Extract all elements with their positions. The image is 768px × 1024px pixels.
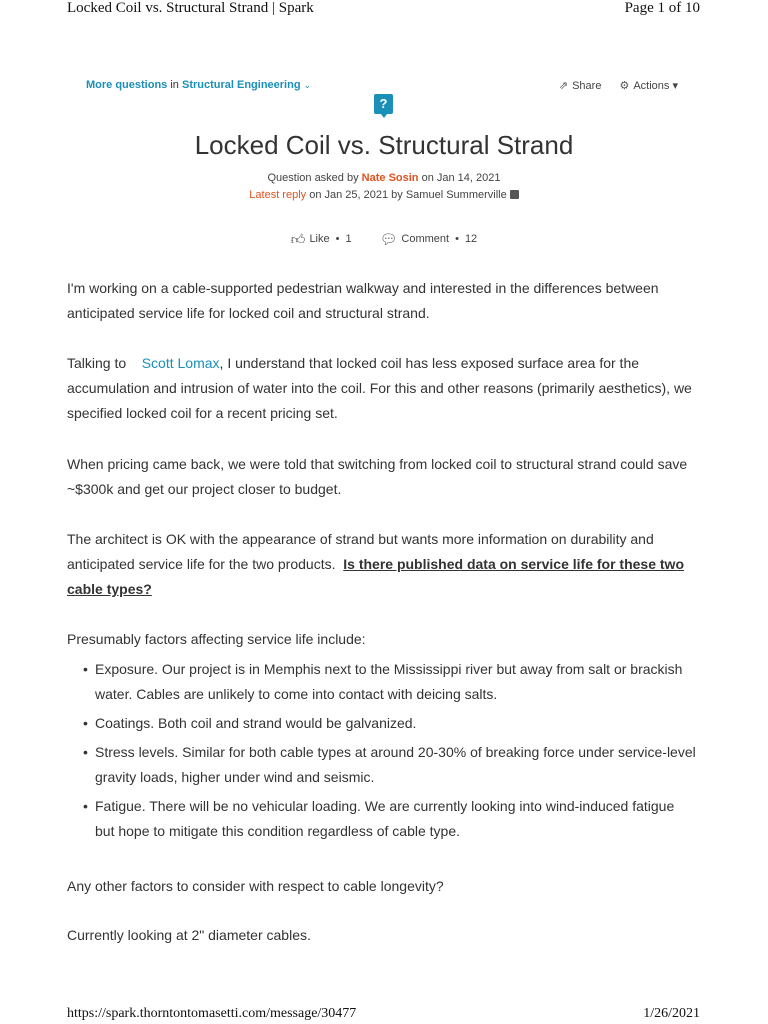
post-actions xyxy=(0,231,768,248)
paragraph-text: The architect is OK with the appearance of strand but wants more information on durability and anticipated service life for the two products. xyxy=(67,531,654,572)
question-meta xyxy=(0,172,768,184)
category-link[interactable]: Structural Engineering xyxy=(181,79,301,91)
top-bar xyxy=(86,79,678,95)
asked-date: on Jan 14, 2021 xyxy=(421,172,501,184)
paragraph-text: Talking to xyxy=(67,355,127,371)
key-question: Is there published data on service life for these two cable types? xyxy=(67,556,685,597)
print-date: 1/26/2021 xyxy=(643,1006,700,1021)
like-count: 1 xyxy=(345,233,352,245)
like-label: Like xyxy=(309,233,330,245)
share-icon: ⇗ xyxy=(558,80,569,92)
caret-down-icon: ▾ xyxy=(672,80,678,92)
thumbs-up-icon: 👍︎ xyxy=(290,231,306,247)
paragraph-intro: I'm working on a cable-supported pedestrian walkway and interested in the differences between anticipated service life for locked coil and structural strand. xyxy=(67,280,659,321)
print-url: https://spark.thorntontomasetti.com/message/30477 xyxy=(67,1006,357,1021)
latest-reply-info: on Jan 25, 2021 by Samuel Summerville xyxy=(309,189,507,201)
list-item: • Exposure. Our project is in Memphis next to the Mississippi river but away from salt or brackish water. Cables are unlikely to come into contact with deicing salts. xyxy=(67,657,697,707)
latest-reply-link[interactable]: Latest reply xyxy=(249,189,307,201)
print-header xyxy=(67,0,700,17)
comment-bubble-icon: 💬︎ xyxy=(379,231,398,247)
comment-count: 12 xyxy=(464,233,478,245)
print-page-title: Locked Coil vs. Structural Strand | Spark xyxy=(67,0,314,16)
list-item: • Stress levels. Similar for both cable types at around 20-30% of breaking force under service-level gravity loads, higher under wind and seismic. xyxy=(67,740,697,790)
page-title: Locked Coil vs. Structural Strand xyxy=(194,130,574,160)
paragraph-locked-coil xyxy=(67,351,697,426)
paragraph-pricing: When pricing came back, we were told that switching from locked coil to structural strand could save ~$300k and get our project closer to budget. xyxy=(67,456,688,497)
actions-button[interactable] xyxy=(619,79,678,92)
factors-list xyxy=(67,657,697,848)
chevron-down-icon[interactable]: ⌄ xyxy=(303,80,312,90)
breadcrumb xyxy=(86,79,312,91)
print-page-number: Page 1 of 10 xyxy=(624,0,700,16)
author-link[interactable]: Nate Sosin xyxy=(361,172,419,184)
paragraph-diameter: Currently looking at 2" diameter cables. xyxy=(67,927,311,943)
comment-label: Comment xyxy=(401,233,450,245)
paragraph-architect xyxy=(67,527,697,602)
gear-icon: ⚙ xyxy=(619,80,630,92)
share-button[interactable] xyxy=(559,79,602,92)
rss-icon[interactable] xyxy=(510,190,519,199)
separator-dot: • xyxy=(455,233,459,245)
paragraph-factors-intro: Presumably factors affecting service life include: xyxy=(67,631,366,647)
latest-reply-meta xyxy=(0,189,768,201)
list-item: • Coatings. Both coil and strand would be galvanized. xyxy=(67,711,697,736)
list-item: • Fatigue. There will be no vehicular loading. We are currently looking into wind-induced fatigue but hope to mitigate this condition regardless of cable type. xyxy=(67,794,697,844)
more-questions-link[interactable]: More questions xyxy=(86,79,168,91)
like-button[interactable] xyxy=(291,231,352,248)
toolbar xyxy=(559,79,678,92)
comment-button[interactable] xyxy=(380,231,478,248)
asked-prefix: Question asked by xyxy=(267,172,359,184)
share-label: Share xyxy=(572,80,602,92)
breadcrumb-in: in xyxy=(170,79,179,91)
paragraph-text: , I understand that locked coil has less exposed surface area for the accumulation and intrusion of water into the coil. For this and other reasons (primarily aesthetics), we specified locked coil for a recent pricing set. xyxy=(67,355,692,421)
user-mention[interactable]: Scott Lomax xyxy=(141,355,220,371)
print-footer xyxy=(67,1006,700,1022)
separator-dot: • xyxy=(335,233,340,245)
paragraph-longevity: Any other factors to consider with respect to cable longevity? xyxy=(67,878,444,894)
actions-label: Actions xyxy=(633,80,670,92)
question-icon: ? xyxy=(374,94,393,114)
